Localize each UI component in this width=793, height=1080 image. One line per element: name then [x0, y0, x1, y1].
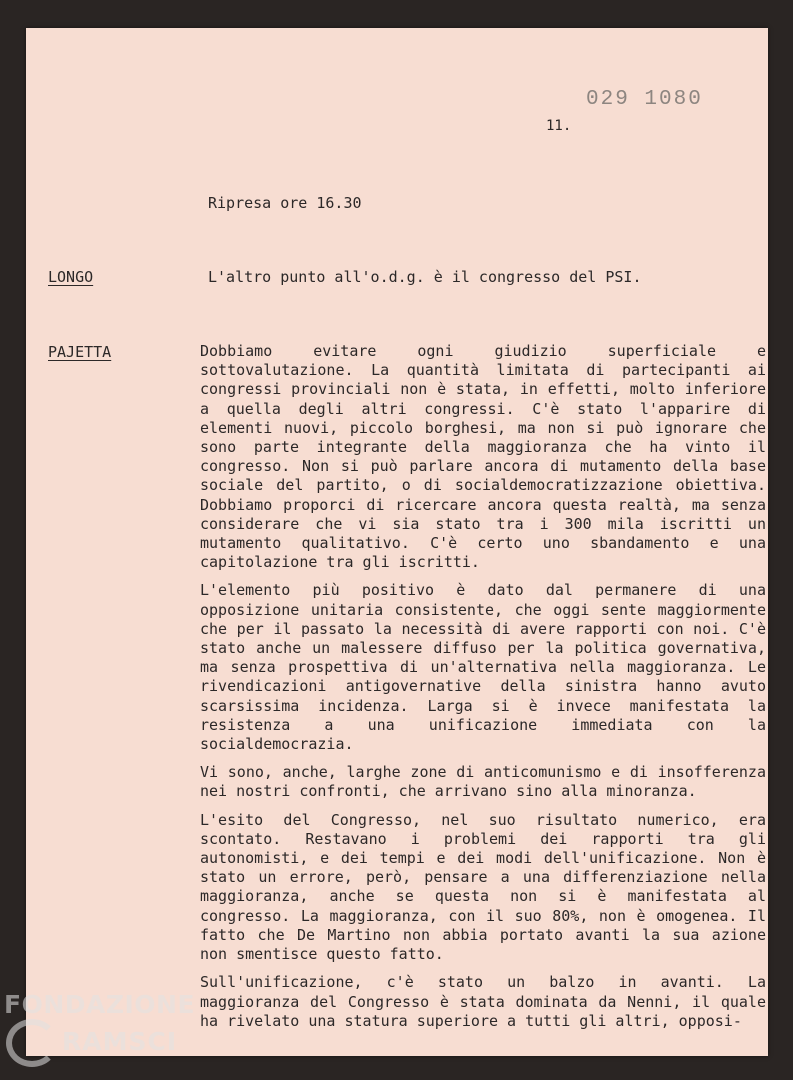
speech-paragraph: L'elemento più positivo è dato dal permanere di una opposizione unitaria consistente, che oggi sente maggiormente che per il passato la necessità di avere rapporti con noi. C'è stato anche un malessere diffuso per la politica governativa, ma senza prospettiva di un'alternativa nella maggioranza. Le rivendicazioni antigovernative della sinistra hanno avuto scarsissima incidenza. Larga si è invece manifestata la resistenza a una unificazione immediata con la socialdemocrazia. — [200, 581, 766, 754]
speaker-pajetta: PAJETTA — [48, 343, 112, 361]
speech-paragraph: Vi sono, anche, larghe zone di anticomunismo e di insofferenza nei nostri confronti, che arrivano sino alla minoranza. — [200, 763, 766, 801]
fondazione-gramsci-watermark — [4, 992, 195, 1067]
watermark-line-1: FONDAZIONE — [4, 990, 196, 1019]
page-number: 11. — [546, 118, 572, 134]
speaker-longo: LONGO — [48, 268, 94, 286]
speech-paragraph: Sull'unificazione, c'è stato un balzo in avanti. La maggioranza del Congresso è stata dominata da Nenni, il quale ha rivelato una statura superiore a tutti gli altri, opposi- — [200, 973, 766, 1030]
gramsci-g-logo-icon — [6, 1019, 58, 1067]
speech-paragraph: Dobbiamo evitare ogni giudizio superficiale e sottovalutazione. La quantità limitata di partecipanti ai congressi provinciali non è stata, in effetti, molto inferiore a quella degli altri congressi. C'è stato l'apparire di elementi nuovi, piccolo borghesi, ma non si può ignorare che sono parte integrante della maggioranza che ha vinto il congresso. Non si può parlare ancora di mutamento della base sociale del partito, o di socialdemocratizzazione obiettiva. Dobbiamo proporci di ricercare ancora questa realtà, ma senza considerare che vi sia stato tra i 300 mila iscritti un mutamento qualitativo. C'è certo uno sbandamento e una capitolazione tra gli iscritti. — [200, 342, 766, 572]
speech-paragraph: L'esito del Congresso, nel suo risultato numerico, era scontato. Restavano i problemi dei rapporti tra gli autonomisti, e dei tempi e dei modi dell'unificazione. Non è stato un errore, però, pensare a una differenziazione nella maggioranza, anche se questa non si è manifestata al congresso. La maggioranza, con il suo 80%, non è omogenea. Il fatto che De Martino non abbia portato avanti la sua azione non smentisce questo fatto. — [200, 810, 766, 964]
session-resume-time: Ripresa ore 16.30 — [208, 194, 362, 212]
longo-statement: L'altro punto all'o.d.g. è il congresso del PSI. — [208, 268, 642, 286]
pajetta-speech — [200, 342, 766, 1040]
archive-stamp-number: 029 1080 — [586, 88, 703, 111]
watermark-line-2: RAMSCI — [62, 1027, 178, 1056]
